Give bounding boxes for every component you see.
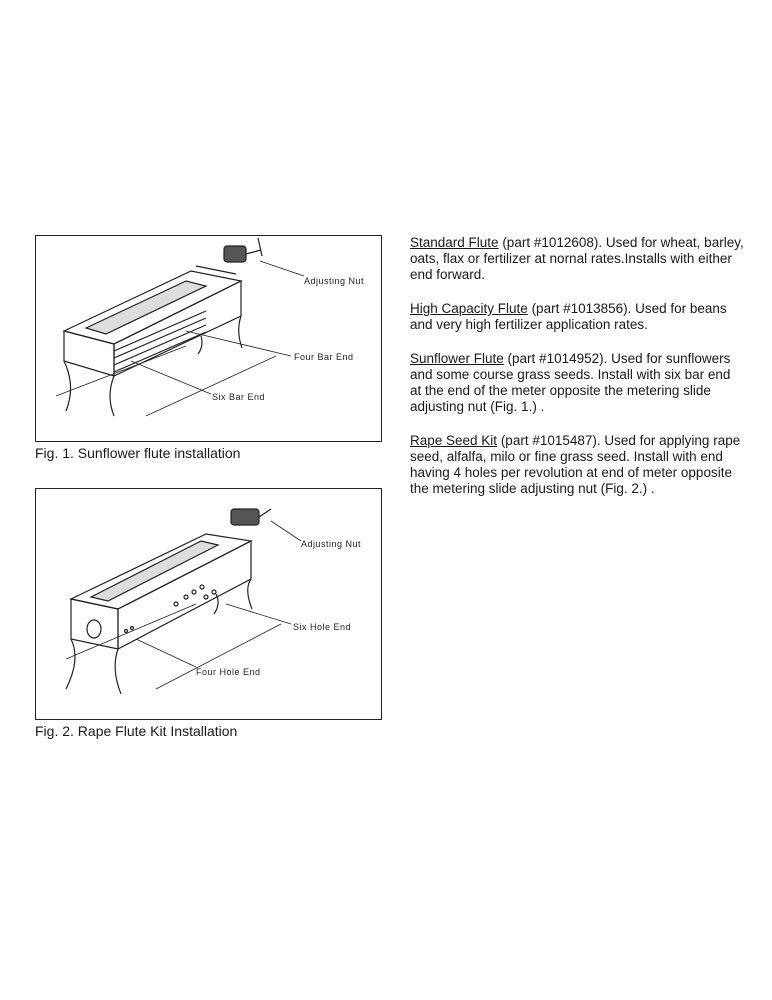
entry-text: (part #1012608). Used for wheat, barley, oats, flax or fertilizer at nornal rates.Installs with either end forward. bbox=[410, 235, 744, 282]
figure-1-illustration bbox=[35, 235, 382, 442]
entry-text: (part #1015487). Used for applying rape seed, alfalfa, milo or fine grass seed. Install with end having 4 holes per revolution at end of meter opposite the metering slide adjusting nut (Fig. 2.) . bbox=[410, 433, 741, 496]
entry-rape-seed-kit bbox=[410, 433, 745, 497]
flute-descriptions bbox=[410, 235, 745, 515]
entry-name: Rape Seed Kit bbox=[410, 433, 498, 448]
callout-six-hole-end: Six Hole End bbox=[293, 622, 352, 632]
figure-2-caption: Fig. 2. Rape Flute Kit Installation bbox=[35, 723, 238, 739]
figure-1-caption: Fig. 1. Sunflower flute installation bbox=[35, 445, 241, 461]
figure-2-illustration bbox=[35, 488, 382, 720]
callout-adjusting-nut: Adjusting Nut bbox=[304, 276, 365, 286]
callout-four-bar-end: Four Bar End bbox=[294, 352, 354, 362]
rape-flute-drawing bbox=[36, 489, 381, 719]
callout-four-hole-end: Four Hole End bbox=[196, 667, 261, 677]
sunflower-flute-drawing bbox=[36, 236, 381, 441]
entry-text: (part #1014952). Used for sunflowers and some course grass seeds. Install with six bar end at the end of the meter opposite the metering slide adjusting nut (Fig. 1.) . bbox=[410, 351, 731, 414]
entry-standard-flute bbox=[410, 235, 745, 283]
entry-sunflower-flute bbox=[410, 351, 745, 415]
entry-name: Sunflower Flute bbox=[410, 351, 504, 366]
entry-name: High Capacity Flute bbox=[410, 301, 528, 316]
callout-six-bar-end: Six Bar End bbox=[212, 392, 266, 402]
entry-name: Standard Flute bbox=[410, 235, 499, 250]
entry-text: (part #1013856). Used for beans and very high fertilizer application rates. bbox=[410, 301, 727, 332]
callout-adjusting-nut: Adjusting Nut bbox=[301, 539, 362, 549]
entry-high-capacity-flute bbox=[410, 301, 745, 333]
